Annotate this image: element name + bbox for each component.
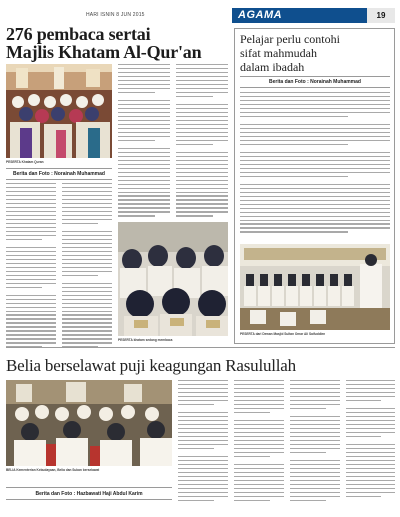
main-headline-line1: 276 pembaca sertai xyxy=(6,24,151,44)
side-headline-line1: Pelajar perlu contohi xyxy=(240,32,340,46)
page-header xyxy=(0,8,400,23)
main-photo-reading xyxy=(118,222,228,336)
side-headline-line2: sifat mahmudah xyxy=(240,46,317,60)
mosque-photo-illustration xyxy=(240,244,390,330)
reading-photo-caption: PESERTA khatam sedang membaca xyxy=(118,338,173,342)
side-photo-caption: PESERTA dari Dewan Masjid Sultan Omar Ali Saifuddien xyxy=(240,332,326,336)
bottom-headline: Belia berselawat puji keagungan Rasulullah xyxy=(6,356,296,375)
main-body-col4 xyxy=(176,64,228,219)
side-byline: Berita dan Foto : Norainah Muhammad xyxy=(269,79,361,85)
main-body-col1 xyxy=(6,183,56,350)
bottom-photo-caption: BELIA Kementerian Kebudayaan, Belia dan Sukan berselawat xyxy=(6,468,100,472)
section-title: AGAMA xyxy=(238,9,283,21)
bottom-body-col1 xyxy=(178,380,228,504)
main-photo-khatam xyxy=(6,64,112,158)
side-headline-line3: dalam ibadah xyxy=(240,60,305,74)
side-body-text xyxy=(240,92,390,235)
bottom-photo-selawat xyxy=(6,380,172,466)
page-number: 19 xyxy=(367,8,395,23)
side-byline-rule-top xyxy=(240,76,390,77)
side-byline-rule-bottom xyxy=(240,87,390,88)
bottom-byline: Berita dan Foto : Hazbawati Haji Abdul Karim xyxy=(35,491,143,497)
bottom-byline-rule-top xyxy=(6,487,172,488)
bottom-byline-rule-bottom xyxy=(6,499,172,500)
byline-rule-bottom xyxy=(6,179,112,180)
main-body-col3 xyxy=(118,64,170,219)
main-body-col2 xyxy=(62,183,112,350)
section-banner xyxy=(232,8,367,23)
bottom-body-col4 xyxy=(346,380,395,500)
main-headline-line2: Majlis Khatam Al-Qur'an xyxy=(6,42,202,62)
bottom-body-col2 xyxy=(234,380,284,504)
side-photo-mosque xyxy=(240,244,390,330)
top-section-divider xyxy=(6,347,395,348)
selawat-photo-illustration xyxy=(6,380,172,466)
bottom-body-col3 xyxy=(290,380,340,504)
main-photo-caption: PESERTA Khatam Quran xyxy=(6,160,44,164)
crowd-photo-illustration xyxy=(6,64,112,158)
byline-rule-top xyxy=(6,168,112,169)
reading-photo-illustration xyxy=(118,222,228,336)
main-byline: Berita dan Foto : Norainah Muhammad xyxy=(13,171,105,177)
issue-date: HARI ISNIN 8 JUN 2015 xyxy=(86,12,145,18)
